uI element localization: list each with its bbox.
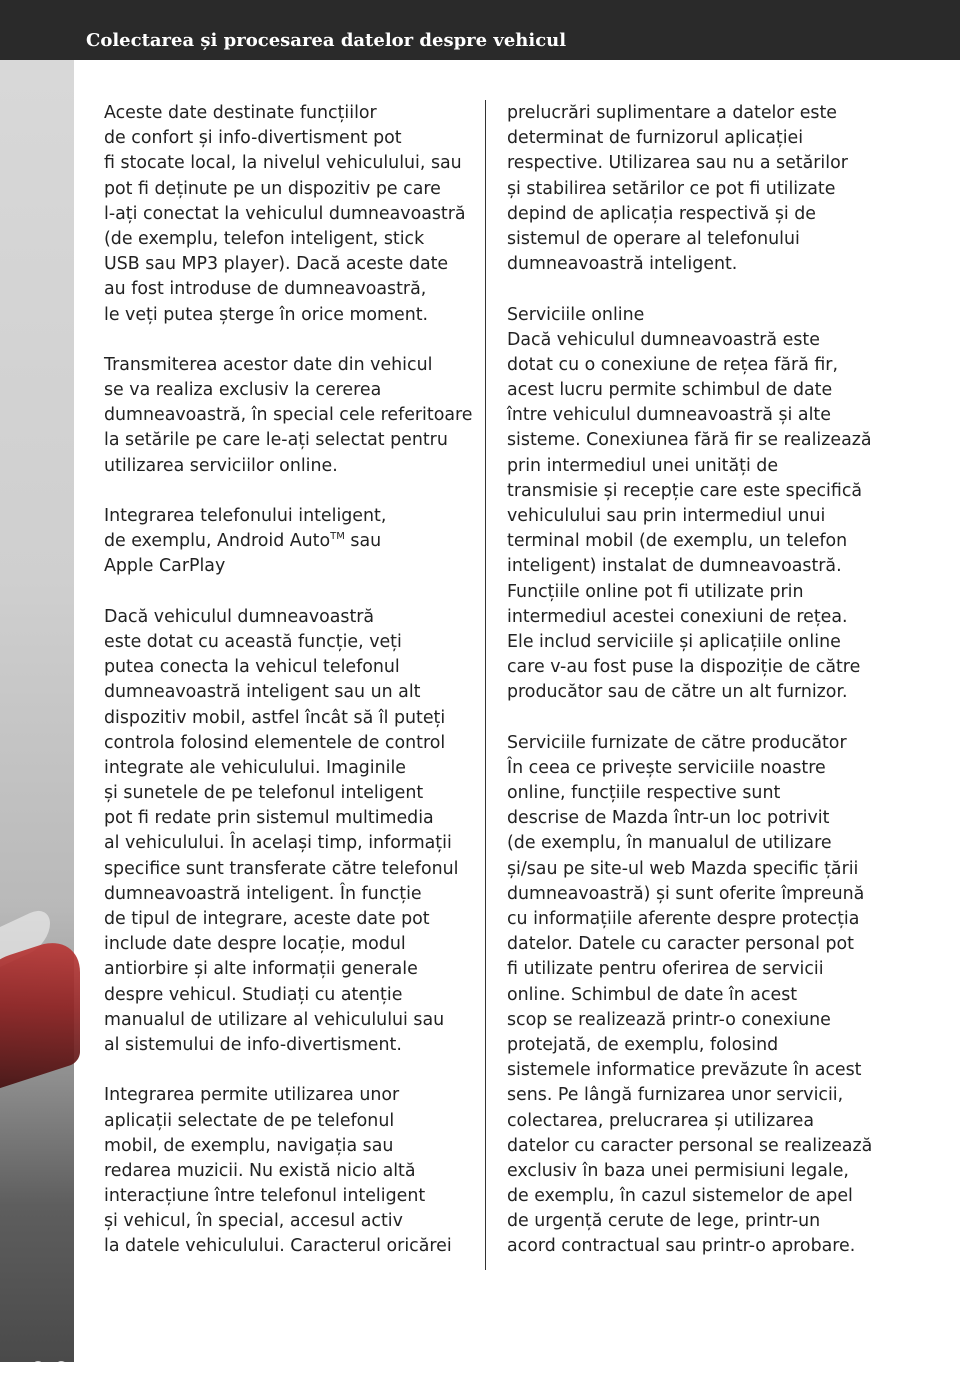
text-line-content: integrate ale vehiculului. Imaginile	[104, 757, 406, 778]
text-line-content: (de exemplu, telefon inteligent, stick	[104, 228, 425, 249]
text-line-content: determinat de furnizorul aplicației	[507, 128, 804, 149]
text-line	[507, 101, 887, 126]
text-line	[104, 202, 474, 227]
text-line-content: include date despre locație, modul	[104, 934, 406, 955]
text-line-content: este dotat cu această funcție, veți	[104, 631, 402, 652]
text-line	[507, 1209, 887, 1234]
text-line	[507, 605, 887, 630]
paragraph-gap	[104, 580, 474, 605]
text-line	[104, 1134, 474, 1159]
paragraph-gap	[104, 328, 474, 353]
text-line	[104, 756, 474, 781]
text-line	[507, 831, 887, 856]
text-line-content: respective. Utilizarea sau nu a setărilor	[507, 153, 848, 174]
text-line	[104, 806, 474, 831]
text-line-content: la setările pe care le-ați selectat pentru	[104, 430, 448, 451]
text-line	[507, 227, 887, 252]
text-line	[104, 378, 474, 403]
paragraph-gap	[507, 277, 887, 302]
text-line-content: exclusiv în baza unei permisiuni legale,	[507, 1160, 849, 1181]
text-line	[507, 1234, 887, 1259]
text-line	[507, 1134, 887, 1159]
paragraph-gap	[104, 1058, 474, 1083]
text-line-content: terminal mobil (de exemplu, un telefon	[507, 531, 848, 552]
text-line	[104, 504, 474, 529]
text-line	[507, 353, 887, 378]
text-line	[507, 907, 887, 932]
text-line-content: le veți putea șterge în orice moment.	[104, 304, 429, 325]
text-line-content: și/sau pe site-ul web Mazda specific țării	[507, 858, 859, 879]
text-line-content: au fost introduse de dumneavoastră,	[104, 279, 427, 300]
text-line	[104, 706, 474, 731]
text-line-content: antiorbire și alte informații generale	[104, 959, 418, 980]
text-line	[507, 403, 887, 428]
text-line-content: manualul de utilizare al vehiculului sau	[104, 1009, 445, 1030]
text-line-content: controla folosind elementele de control	[104, 732, 446, 753]
text-line	[104, 252, 474, 277]
text-line	[507, 806, 887, 831]
text-line	[507, 126, 887, 151]
text-line-content: Integrarea telefonului inteligent,	[104, 506, 387, 526]
text-line	[507, 1109, 887, 1134]
text-line-content: datelor cu caracter personal se realizează	[507, 1135, 873, 1156]
text-line-content: (de exemplu, în manualul de utilizare	[507, 833, 832, 854]
text-line	[104, 957, 474, 982]
text-line-content: vehiculului sau prin intermediul unui	[507, 506, 826, 526]
text-line-content: dumneavoastră inteligent.	[507, 254, 738, 275]
text-line	[507, 1008, 887, 1033]
text-line-content: de tipul de integrare, aceste date pot	[104, 909, 430, 929]
text-line	[507, 504, 887, 529]
text-line	[507, 857, 887, 882]
text-line	[104, 101, 474, 126]
right-column	[507, 101, 887, 1260]
text-line	[507, 756, 887, 781]
column-divider	[485, 100, 486, 1270]
text-line	[104, 605, 474, 630]
text-line	[104, 227, 474, 252]
text-line-content: fi utilizate pentru oferirea de servicii	[507, 959, 824, 980]
text-line-content: protejată, de exemplu, folosind	[507, 1034, 779, 1055]
text-line-content: sisteme. Conexiunea fără fir se realizează	[507, 430, 872, 451]
text-line	[104, 1184, 474, 1209]
text-line	[507, 630, 887, 655]
text-line	[104, 731, 474, 756]
text-line-content: dumneavoastră inteligent sau un alt	[104, 682, 421, 703]
text-line	[104, 680, 474, 705]
side-photo-strip	[0, 60, 74, 1384]
text-line	[104, 1209, 474, 1234]
text-line-content: dumneavoastră) și sunt oferite împreună	[507, 883, 865, 904]
text-line-content: aplicații selectate de pe telefonul	[104, 1110, 395, 1131]
page-title: Colectarea și procesarea datelor despre vehicul	[86, 30, 567, 51]
text-line-content: despre vehicul. Studiați cu atenție	[104, 984, 403, 1005]
text-line-content: și sunetele de pe telefonul inteligent	[104, 783, 424, 804]
trademark-suffix: sau	[344, 531, 382, 552]
text-line	[104, 403, 474, 428]
text-line-content: În ceea ce privește serviciile noastre	[507, 757, 826, 778]
text-line	[104, 177, 474, 202]
text-line-content: dispozitiv mobil, astfel încât să îl puteți	[104, 707, 446, 728]
text-line	[507, 252, 887, 277]
text-line-content: Dacă vehiculul dumneavoastră este	[507, 329, 820, 350]
text-line-content: prelucrări suplimentare a datelor este	[507, 103, 837, 123]
text-line-content: și vehicul, în special, accesul activ	[104, 1211, 403, 1232]
text-line	[507, 957, 887, 982]
text-line-content: intermediul acestei conexiuni de rețea.	[507, 606, 848, 627]
text-line-content: Serviciile online	[507, 304, 645, 325]
text-line-content: fi stocate local, la nivelul vehiculului, sau	[104, 153, 462, 174]
text-line	[507, 177, 887, 202]
text-line	[104, 1109, 474, 1134]
text-line-content: acord contractual sau printr-o aprobare.	[507, 1236, 856, 1257]
text-line-content: de exemplu, în cazul sistemelor de apel	[507, 1186, 853, 1207]
text-line	[104, 781, 474, 806]
text-line	[507, 529, 887, 554]
left-column	[104, 101, 474, 1260]
text-line-content: sistemul de operare al telefonului	[507, 228, 800, 249]
text-line	[507, 1083, 887, 1108]
text-line	[104, 1234, 474, 1259]
text-line-content: care v-au fost puse la dispoziție de către	[507, 657, 861, 678]
text-line	[104, 454, 474, 479]
header-bar	[0, 0, 960, 60]
text-line-content: Apple CarPlay	[104, 556, 226, 577]
text-line-content: Funcțiile online pot fi utilizate prin	[507, 581, 804, 602]
text-line-content: online. Schimbul de date în acest	[507, 984, 798, 1005]
text-line-content: acest lucru permite schimbul de date	[507, 380, 833, 401]
text-line	[507, 983, 887, 1008]
text-line	[104, 630, 474, 655]
paragraph-gap	[507, 706, 887, 731]
text-line	[507, 580, 887, 605]
text-line-content: utilizarea serviciilor online.	[104, 455, 338, 476]
text-line	[507, 655, 887, 680]
text-line	[104, 1159, 474, 1184]
text-line	[507, 731, 887, 756]
text-line	[507, 1058, 887, 1083]
text-line-content: l-ați conectat la vehiculul dumneavoastră	[104, 203, 466, 224]
text-line	[104, 655, 474, 680]
text-line-content: se va realiza exclusiv la cererea	[104, 380, 382, 401]
text-line-content: de urgență cerute de lege, printr-un	[507, 1211, 821, 1232]
text-line-content: transmisie și recepție care este specifică	[507, 480, 863, 501]
text-line-content: și stabilirea setărilor ce pot fi utilizate	[507, 178, 836, 199]
text-line-content: dumneavoastră inteligent. În funcție	[104, 883, 422, 904]
text-line-content: scop se realizează printr-o conexiune	[507, 1009, 831, 1030]
text-line-content: Ele includ serviciile și aplicațiile online	[507, 631, 841, 652]
text-line-content: datelor. Datele cu caracter personal pot	[507, 934, 854, 955]
text-line	[104, 554, 474, 579]
text-line	[507, 554, 887, 579]
text-line	[104, 831, 474, 856]
text-line-content: Serviciile furnizate de către producător	[507, 732, 847, 753]
text-line	[507, 454, 887, 479]
text-line-content: Dacă vehiculul dumneavoastră	[104, 606, 375, 627]
text-line-content: pot fi deținute pe un dispozitiv pe care	[104, 178, 441, 199]
text-line-content: la datele vehiculului. Caracterul oricărei	[104, 1236, 452, 1257]
text-line	[104, 932, 474, 957]
text-line-content: USB sau MP3 player). Dacă aceste date	[104, 254, 449, 275]
text-line	[104, 428, 474, 453]
car-photo	[0, 932, 80, 1098]
text-line-content: prin intermediul unei unități de	[507, 455, 779, 476]
text-line-content: mobil, de exemplu, navigația sau	[104, 1135, 394, 1156]
text-line-content: Integrarea permite utilizarea unor	[104, 1085, 400, 1106]
text-line	[104, 882, 474, 907]
text-line-content: sens. Pe lângă furnizarea unor servicii,	[507, 1085, 844, 1106]
text-line-content: depind de aplicația respectivă și de	[507, 203, 816, 224]
text-line	[104, 277, 474, 302]
text-line	[507, 378, 887, 403]
text-line-content: dotat cu o conexiune de rețea fără fir,	[507, 354, 838, 375]
text-line-content: sistemele informatice prevăzute în acest	[507, 1060, 862, 1081]
text-line	[507, 932, 887, 957]
text-line	[507, 1184, 887, 1209]
text-line-content: online, funcțiile respective sunt	[507, 783, 781, 804]
text-line-content: între vehiculul dumneavoastră și alte	[507, 405, 831, 426]
text-line-content: pot fi redate prin sistemul multimedia	[104, 808, 434, 829]
text-line	[507, 328, 887, 353]
text-line	[104, 1033, 474, 1058]
text-line	[507, 680, 887, 705]
text-line	[507, 781, 887, 806]
trademark-symbol: TM	[330, 531, 345, 543]
text-line-content: interacțiune între telefonul inteligent	[104, 1186, 426, 1207]
text-line-content: dumneavoastră, în special cele referitoare	[104, 405, 473, 426]
text-line	[104, 303, 474, 328]
text-line	[507, 1159, 887, 1184]
text-line-content: descrise de Mazda într-un loc potrivit	[507, 808, 830, 829]
text-line	[104, 529, 474, 554]
text-line-content: producător sau de către un alt furnizor.	[507, 682, 848, 703]
text-line-content: al vehiculului. În același timp, informații	[104, 833, 452, 854]
text-line	[104, 353, 474, 378]
text-line	[104, 126, 474, 151]
text-line-content: putea conecta la vehicul telefonul	[104, 657, 400, 678]
text-line	[104, 983, 474, 1008]
text-line-content: specifice sunt transferate către telefonul	[104, 858, 459, 879]
text-line	[104, 857, 474, 882]
page-number: 8-6	[31, 1359, 67, 1384]
text-line-content: de confort și info-divertisment pot	[104, 128, 402, 149]
text-line	[104, 907, 474, 932]
text-line-content: de exemplu, Android Auto	[104, 531, 331, 552]
text-line	[507, 479, 887, 504]
text-line-content: colectarea, prelucrarea și utilizarea	[507, 1110, 814, 1131]
text-line	[507, 151, 887, 176]
text-line	[104, 1083, 474, 1108]
text-line	[507, 882, 887, 907]
text-line	[507, 1033, 887, 1058]
text-line	[507, 428, 887, 453]
paragraph-gap	[104, 479, 474, 504]
text-line-content: Aceste date destinate funcțiilor	[104, 103, 377, 123]
text-line-content: Transmiterea acestor date din vehicul	[104, 354, 433, 375]
text-line-content: al sistemului de info-divertisment.	[104, 1034, 402, 1055]
text-line-content: redarea muzicii. Nu există nicio altă	[104, 1160, 416, 1181]
text-line-content: inteligent) instalat de dumneavoastră.	[507, 556, 842, 577]
text-line	[507, 202, 887, 227]
text-line	[507, 303, 887, 328]
text-line	[104, 151, 474, 176]
text-line-content: cu informațiile aferente despre protecția	[507, 909, 860, 929]
text-line	[104, 1008, 474, 1033]
